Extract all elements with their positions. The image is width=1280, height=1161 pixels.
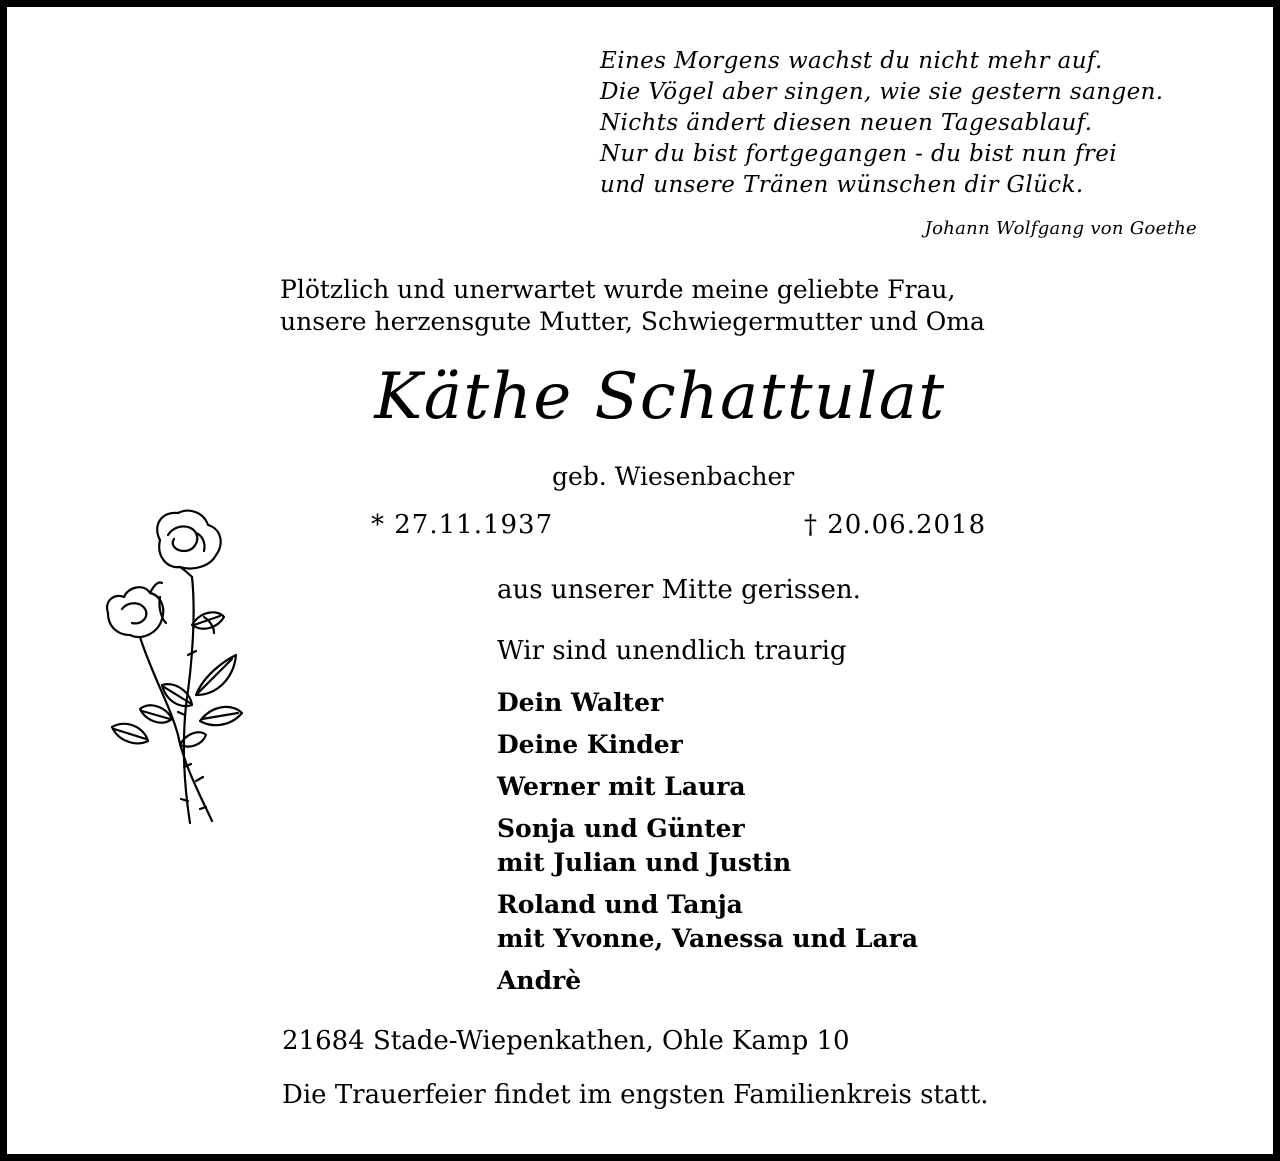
death-date: † 20.06.2018	[804, 510, 987, 540]
birth-date: * 27.11.1937	[371, 510, 554, 540]
signer	[497, 964, 918, 998]
poem	[600, 46, 1164, 201]
poem-line: Nur du bist fortgegangen - du bist nun frei	[600, 141, 1117, 167]
deceased-name: Käthe Schattulat	[374, 360, 946, 434]
signer	[497, 728, 918, 762]
signer-line: Deine Kinder	[497, 730, 683, 759]
signer-line: mit Julian und Justin	[497, 848, 792, 877]
signer-line: Andrè	[497, 966, 582, 995]
poem-author: Johann Wolfgang von Goethe	[924, 218, 1197, 239]
poem-line: Nichts ändert diesen neuen Tagesablauf.	[600, 110, 1093, 136]
intro-line: Plötzlich und unerwartet wurde meine geliebte Frau,	[280, 275, 956, 304]
intro-line: unsere herzensgute Mutter, Schwiegermutter und Oma	[280, 307, 985, 336]
poem-line: und unsere Tränen wünschen dir Glück.	[600, 172, 1084, 198]
poem-line: Die Vögel aber singen, wie sie gestern sangen.	[600, 79, 1164, 105]
signer-line: Sonja und Günter	[497, 814, 745, 843]
ceremony-text: Die Trauerfeier findet im engsten Familienkreis statt.	[282, 1080, 989, 1110]
signer-line: Werner mit Laura	[497, 772, 746, 801]
phrase-text: aus unserer Mitte gerissen.	[497, 575, 861, 605]
poem-line: Eines Morgens wachst du nicht mehr auf.	[600, 48, 1103, 74]
signers-list	[497, 686, 918, 1006]
signer	[497, 812, 918, 880]
signer-line: Roland und Tanja	[497, 890, 743, 919]
rose-icon	[100, 505, 250, 835]
signer	[497, 770, 918, 804]
born-name: geb. Wiesenbacher	[552, 462, 795, 491]
signer-line: mit Yvonne, Vanessa und Lara	[497, 924, 919, 953]
sadness-text: Wir sind unendlich traurig	[497, 636, 847, 666]
intro-text	[280, 274, 985, 338]
signer	[497, 686, 918, 720]
address-text: 21684 Stade-Wiepenkathen, Ohle Kamp 10	[282, 1026, 850, 1056]
signer	[497, 888, 918, 956]
signer-line: Dein Walter	[497, 688, 664, 717]
